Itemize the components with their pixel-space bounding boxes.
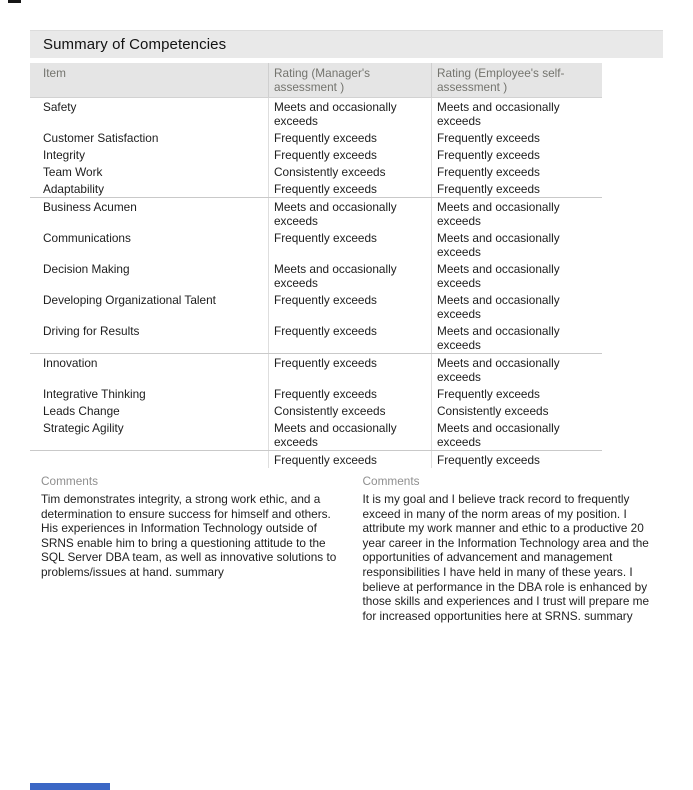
table-row — [30, 180, 602, 197]
competencies-table — [30, 63, 602, 468]
artifact-blue-bar-bottom-left — [30, 783, 110, 790]
page-title: Summary of Competencies — [43, 36, 227, 53]
artifact-dash-top-left — [8, 0, 21, 3]
item-cell: Integrity — [43, 147, 85, 162]
employee-rating-cell: Frequently exceeds — [431, 129, 602, 146]
manager-comments-label: Comments — [41, 474, 99, 488]
manager-rating-cell: Frequently exceeds — [268, 146, 431, 163]
column-header-manager-rating: Rating (Manager's assessment ) — [268, 63, 431, 97]
manager-rating-cell: Frequently exceeds — [268, 451, 431, 468]
table-row — [30, 129, 602, 146]
item-cell: Customer Satisfaction — [43, 130, 159, 145]
manager-rating-cell: Frequently exceeds — [268, 322, 431, 353]
employee-comments-block — [363, 474, 664, 623]
item-cell: Integrative Thinking — [43, 386, 146, 401]
item-cell: Leads Change — [43, 403, 120, 418]
item-cell: Business Acumen — [43, 199, 137, 214]
manager-comments-block — [41, 474, 345, 623]
table-row — [30, 197, 602, 229]
employee-rating-cell: Frequently exceeds — [431, 451, 602, 468]
item-cell: Safety — [43, 99, 77, 114]
table-row — [30, 322, 602, 353]
item-cell: Innovation — [43, 355, 98, 370]
table-header-row — [30, 63, 602, 98]
table-row — [30, 353, 602, 385]
employee-rating-cell: Meets and occasionally exceeds — [431, 291, 602, 322]
item-cell: Adaptability — [43, 181, 104, 196]
item-cell: Decision Making — [43, 261, 130, 276]
employee-rating-cell: Meets and occasionally exceeds — [431, 354, 602, 385]
employee-rating-cell: Meets and occasionally exceeds — [431, 322, 602, 353]
employee-rating-cell: Meets and occasionally exceeds — [431, 229, 602, 260]
manager-rating-cell: Meets and occasionally exceeds — [268, 260, 431, 291]
table-row — [30, 229, 602, 260]
item-cell: Strategic Agility — [43, 420, 124, 435]
section-title-bar — [30, 30, 663, 58]
table-row — [30, 402, 602, 419]
manager-rating-cell: Consistently exceeds — [268, 163, 431, 180]
table-row — [30, 98, 602, 129]
employee-rating-cell: Frequently exceeds — [431, 180, 602, 197]
table-row — [30, 163, 602, 180]
manager-rating-cell: Frequently exceeds — [268, 180, 431, 197]
manager-rating-cell: Consistently exceeds — [268, 402, 431, 419]
employee-rating-cell: Frequently exceeds — [431, 146, 602, 163]
manager-rating-cell: Frequently exceeds — [268, 291, 431, 322]
item-cell: Team Work — [43, 164, 103, 179]
column-header-item: Item — [43, 66, 66, 80]
employee-rating-cell: Frequently exceeds — [431, 163, 602, 180]
table-row — [30, 450, 602, 468]
manager-rating-cell: Frequently exceeds — [268, 229, 431, 260]
item-cell: Driving for Results — [43, 323, 140, 338]
manager-rating-cell: Frequently exceeds — [268, 354, 431, 385]
column-header-employee-rating: Rating (Employee's self-assessment ) — [431, 63, 602, 97]
employee-rating-cell: Consistently exceeds — [431, 402, 602, 419]
employee-rating-cell: Frequently exceeds — [431, 385, 602, 402]
item-cell: Communications — [43, 230, 131, 245]
employee-rating-cell: Meets and occasionally exceeds — [431, 419, 602, 450]
employee-rating-cell: Meets and occasionally exceeds — [431, 98, 602, 129]
manager-rating-cell: Frequently exceeds — [268, 129, 431, 146]
table-row — [30, 260, 602, 291]
comments-section — [30, 474, 663, 623]
item-cell — [30, 451, 268, 468]
table-row — [30, 419, 602, 450]
manager-rating-cell: Meets and occasionally exceeds — [268, 98, 431, 129]
manager-comments-text: Tim demonstrates integrity, a strong work ethic, and a determination to ensure success for himself and others. His experiences in Information Technology outside of SRNS enable him to bring a questioning attitude to the SQL Server DBA team, as well as innovative solutions to problems/issues at hand. summary — [41, 492, 337, 579]
employee-comments-text: It is my goal and I believe track record to frequently exceed in many of the norm areas of my position. I attribute my work manner and ethic to a productive 20 year career in the Information Technology area and the opportunities of advancement and management responsibilities I have held in many of these years. I believe at performance in the DBA role is enhanced by those skills and experiences and I trust will prepare me for increased opportunities here at SRNS. summary — [362, 492, 650, 623]
table-row — [30, 385, 602, 402]
item-cell: Developing Organizational Talent — [43, 292, 216, 307]
table-row — [30, 291, 602, 322]
manager-rating-cell: Frequently exceeds — [268, 385, 431, 402]
employee-rating-cell: Meets and occasionally exceeds — [431, 260, 602, 291]
manager-rating-cell: Meets and occasionally exceeds — [268, 419, 431, 450]
competencies-document — [30, 30, 663, 623]
employee-rating-cell: Meets and occasionally exceeds — [431, 198, 602, 229]
manager-rating-cell: Meets and occasionally exceeds — [268, 198, 431, 229]
table-row — [30, 146, 602, 163]
employee-comments-label: Comments — [362, 474, 420, 488]
